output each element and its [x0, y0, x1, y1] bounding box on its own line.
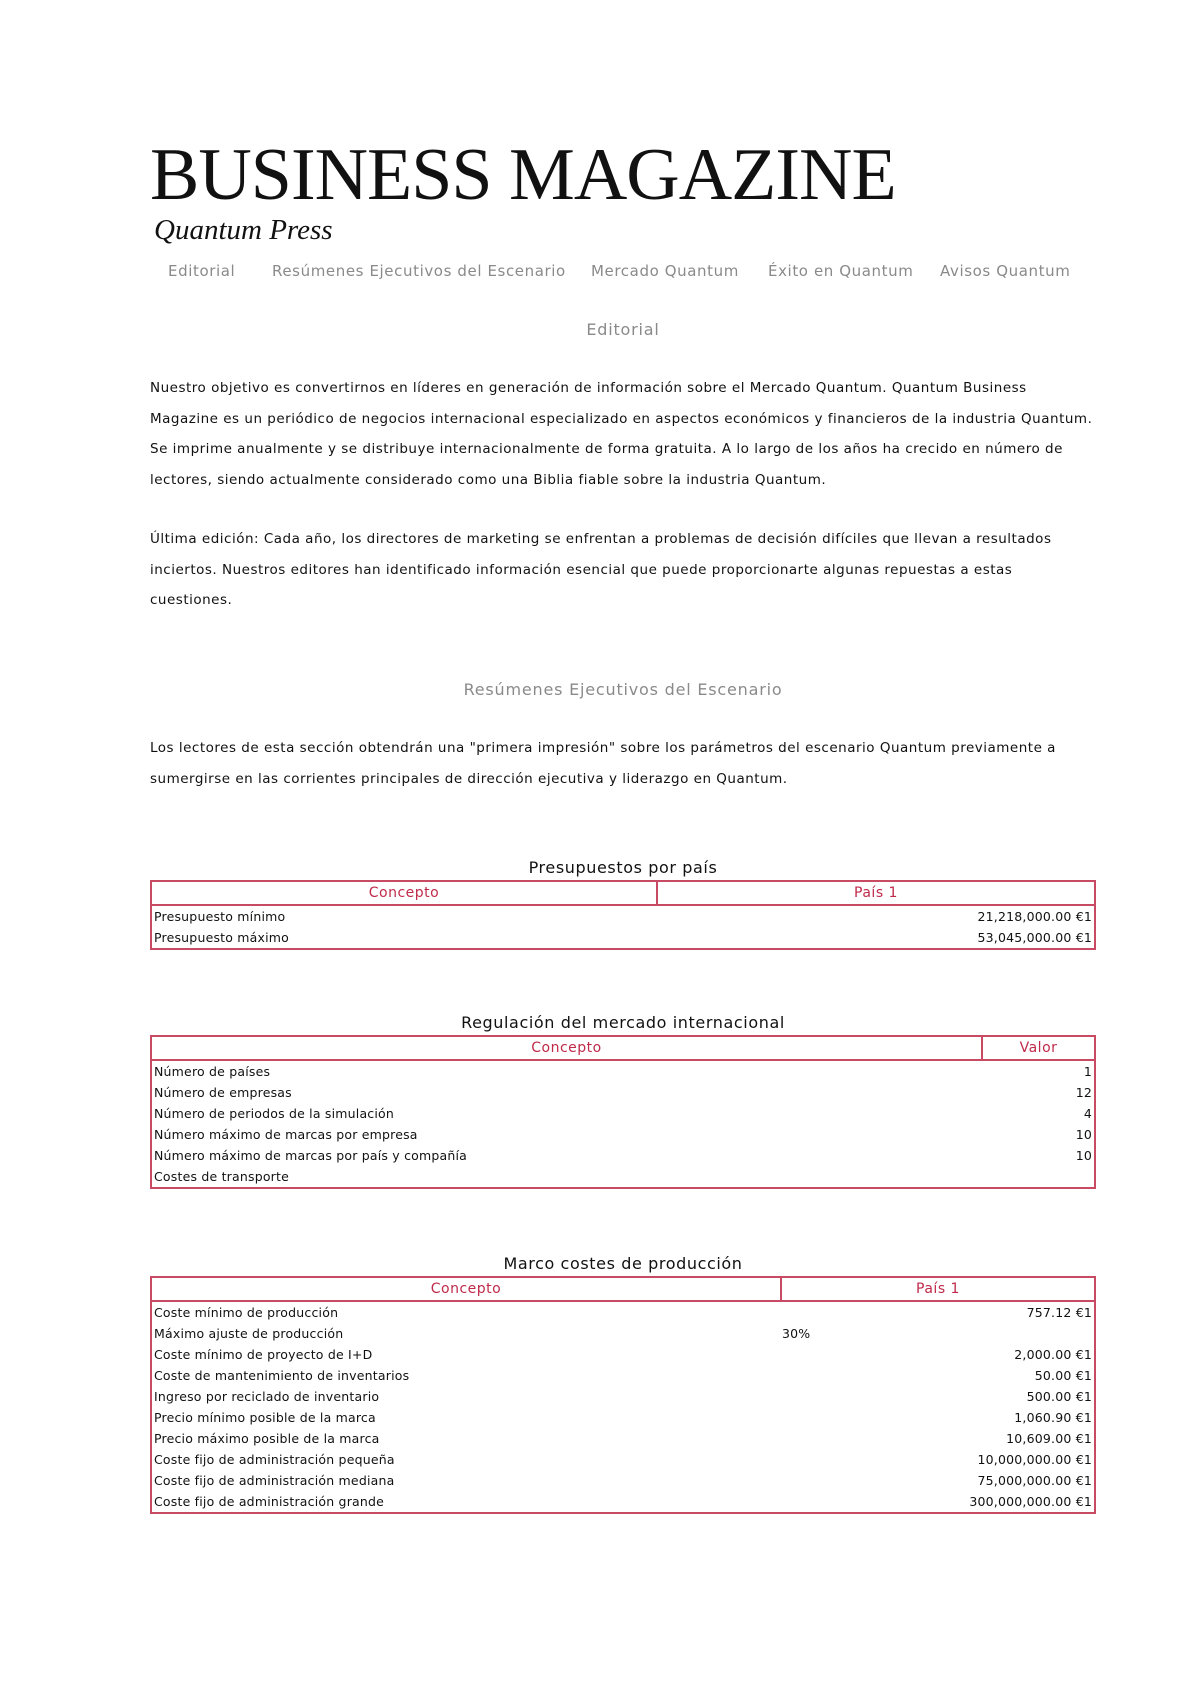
- table-row: [152, 1449, 1094, 1470]
- row-label: Número máximo de marcas por país y compañía: [154, 1148, 468, 1163]
- row-label: Coste fijo de administración pequeña: [154, 1452, 395, 1467]
- masthead-subtitle: Quantum Press: [154, 214, 333, 246]
- row-value: 2,000.00 €1: [1014, 1347, 1092, 1362]
- table-row: [152, 1344, 1094, 1365]
- table-row: [152, 1491, 1094, 1512]
- production-table-title: Marco costes de producción: [503, 1254, 743, 1273]
- production-table: [150, 1276, 1096, 1514]
- nav-item-mercado[interactable]: Mercado Quantum: [591, 262, 739, 280]
- row-label: Presupuesto máximo: [154, 930, 290, 945]
- row-label: Precio máximo posible de la marca: [154, 1431, 380, 1446]
- row-value: 10: [1075, 1127, 1092, 1142]
- table-row: [152, 1082, 1094, 1103]
- row-label: Número de empresas: [154, 1085, 292, 1100]
- row-label: Coste fijo de administración grande: [154, 1494, 385, 1509]
- table-row: [152, 1365, 1094, 1386]
- row-value: 500.00 €1: [1026, 1389, 1092, 1404]
- table-row: [152, 1386, 1094, 1407]
- row-label: Ingreso por reciclado de inventario: [154, 1389, 380, 1404]
- row-label: Número de países: [154, 1064, 271, 1079]
- row-value: 53,045,000.00 €1: [977, 930, 1092, 945]
- row-label: Coste mínimo de producción: [154, 1305, 339, 1320]
- row-percent-value: 30%: [782, 1326, 811, 1341]
- row-label: Coste mínimo de proyecto de I+D: [154, 1347, 373, 1362]
- budgets-table: [150, 880, 1096, 950]
- table-row: [152, 1323, 1094, 1344]
- row-value: 4: [1083, 1106, 1092, 1121]
- nav-item-exito[interactable]: Éxito en Quantum: [768, 262, 914, 280]
- summaries-paragraph: Los lectores de esta sección obtendrán una "primera impresión" sobre los parámetros del escenario Quantum previamente a sumergirse en las corrientes principales de dirección ejecutiva y liderazgo en Quantum.: [150, 740, 1056, 787]
- editorial-paragraph-1: Nuestro objetivo es convertirnos en líderes en generación de información sobre el Mercado Quantum. Quantum Business Magazine es un periódico de negocios internacional especializado en aspectos económicos y financieros de la industria Quantum. Se imprime anualmente y se distribuye internacionalmente de forma gratuita. A lo largo de los años ha crecido en número de lectores, siendo actualmente considerado como una Biblia fiable sobre la industria Quantum.: [150, 380, 1093, 488]
- row-value: 12: [1075, 1085, 1092, 1100]
- regulation-table: [150, 1035, 1096, 1189]
- row-value: 21,218,000.00 €1: [977, 909, 1092, 924]
- row-value: 757.12 €1: [1026, 1305, 1092, 1320]
- row-label: Coste fijo de administración mediana: [154, 1473, 395, 1488]
- row-value: 10,609.00 €1: [1006, 1431, 1092, 1446]
- row-value: 10: [1075, 1148, 1092, 1163]
- production-header-pais: País 1: [780, 1278, 1094, 1300]
- table-row: [152, 1428, 1094, 1449]
- production-header-concepto: Concepto: [430, 1281, 502, 1297]
- row-label: Coste de mantenimiento de inventarios: [154, 1368, 410, 1383]
- nav-item-editorial[interactable]: Editorial: [168, 262, 236, 280]
- row-value: 1,060.90 €1: [1014, 1410, 1092, 1425]
- regulation-table-header: [152, 1037, 1094, 1061]
- table-row: [152, 1061, 1094, 1082]
- regulation-header-concepto: Concepto: [531, 1040, 602, 1056]
- row-value: 50.00 €1: [1034, 1368, 1092, 1383]
- editorial-paragraph-2: Última edición: Cada año, los directores de marketing se enfrentan a problemas de decisión difíciles que llevan a resultados inciertos. Nuestros editores han identificado información esencial que puede proporcionarte algunas repuestas a estas cuestiones.: [150, 531, 1052, 608]
- row-value: 300,000,000.00 €1: [969, 1494, 1092, 1509]
- row-value: 1: [1083, 1064, 1092, 1079]
- row-label: Número de periodos de la simulación: [154, 1106, 395, 1121]
- production-table-header: [152, 1278, 1094, 1302]
- nav-item-resumenes[interactable]: Resúmenes Ejecutivos del Escenario: [272, 262, 566, 280]
- budgets-header-concepto: Concepto: [368, 885, 440, 901]
- editorial-heading: Editorial: [586, 320, 660, 339]
- budgets-table-header: [152, 882, 1094, 906]
- table-row: [152, 1302, 1094, 1323]
- top-navigation: [150, 262, 1096, 284]
- masthead-title: BUSINESS MAGAZINE: [150, 134, 896, 216]
- nav-item-avisos[interactable]: Avisos Quantum: [940, 262, 1071, 280]
- row-value: 75,000,000.00 €1: [977, 1473, 1092, 1488]
- row-label: Máximo ajuste de producción: [154, 1326, 344, 1341]
- table-row: [152, 927, 1094, 948]
- table-row: [152, 1166, 1094, 1187]
- budgets-table-title: Presupuestos por país: [528, 858, 718, 877]
- table-row: [152, 1470, 1094, 1491]
- table-row: [152, 906, 1094, 927]
- summaries-heading: Resúmenes Ejecutivos del Escenario: [463, 680, 783, 699]
- row-value: 10,000,000.00 €1: [977, 1452, 1092, 1467]
- table-row: [152, 1124, 1094, 1145]
- table-row: [152, 1407, 1094, 1428]
- row-label: Precio mínimo posible de la marca: [154, 1410, 376, 1425]
- table-row: [152, 1103, 1094, 1124]
- regulation-table-title: Regulación del mercado internacional: [461, 1013, 785, 1032]
- row-label: Presupuesto mínimo: [154, 909, 286, 924]
- row-label: Costes de transporte: [154, 1169, 290, 1184]
- table-row: [152, 1145, 1094, 1166]
- regulation-header-valor: Valor: [981, 1037, 1094, 1059]
- row-label: Número máximo de marcas por empresa: [154, 1127, 418, 1142]
- budgets-header-pais: País 1: [656, 882, 1094, 904]
